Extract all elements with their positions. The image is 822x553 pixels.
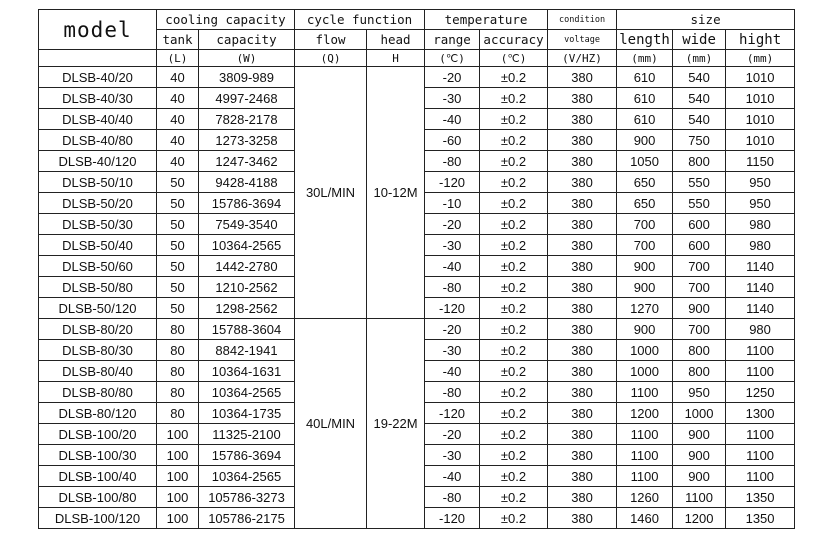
- range-cell: -80: [425, 151, 480, 172]
- wide-cell: 1200: [673, 508, 726, 529]
- voltage-cell: 380: [548, 109, 617, 130]
- tank-cell: 50: [157, 277, 199, 298]
- voltage-cell: 380: [548, 88, 617, 109]
- accuracy-cell: ±0.2: [480, 172, 548, 193]
- voltage-cell: 380: [548, 382, 617, 403]
- wide-cell: 900: [673, 424, 726, 445]
- capacity-cell: 10364-1631: [199, 361, 295, 382]
- range-cell: -120: [425, 298, 480, 319]
- tank-cell: 40: [157, 130, 199, 151]
- wide-cell: 900: [673, 466, 726, 487]
- wide-cell: 550: [673, 193, 726, 214]
- model-cell: DLSB-80/30: [39, 340, 157, 361]
- table-row: [39, 319, 795, 340]
- model-cell: DLSB-100/30: [39, 445, 157, 466]
- capacity-cell: 15786-3694: [199, 193, 295, 214]
- tank-cell: 80: [157, 361, 199, 382]
- capacity-cell: 7549-3540: [199, 214, 295, 235]
- voltage-cell: 380: [548, 424, 617, 445]
- capacity-unit: (W): [199, 50, 295, 67]
- capacity-cell: 7828-2178: [199, 109, 295, 130]
- range-cell: -80: [425, 382, 480, 403]
- tank-cell: 50: [157, 214, 199, 235]
- voltage-cell: 380: [548, 361, 617, 382]
- table-row: [39, 67, 795, 88]
- accuracy-cell: ±0.2: [480, 508, 548, 529]
- capacity-header: capacity: [199, 30, 295, 50]
- range-cell: -30: [425, 445, 480, 466]
- length-cell: 1460: [617, 508, 673, 529]
- temperature-header: temperature: [425, 10, 548, 30]
- flow-unit: (Q): [295, 50, 367, 67]
- voltage-cell: 380: [548, 277, 617, 298]
- head-cell: 19-22M: [367, 319, 425, 529]
- wide-cell: 700: [673, 256, 726, 277]
- accuracy-cell: ±0.2: [480, 130, 548, 151]
- capacity-cell: 1273-3258: [199, 130, 295, 151]
- model-cell: DLSB-50/80: [39, 277, 157, 298]
- length-cell: 1000: [617, 340, 673, 361]
- range-header: range: [425, 30, 480, 50]
- accuracy-cell: ±0.2: [480, 109, 548, 130]
- length-unit: (mm): [617, 50, 673, 67]
- spec-table: [38, 9, 795, 529]
- capacity-cell: 1442-2780: [199, 256, 295, 277]
- range-cell: -40: [425, 256, 480, 277]
- voltage-cell: 380: [548, 508, 617, 529]
- model-cell: DLSB-50/30: [39, 214, 157, 235]
- size-header: size: [617, 10, 795, 30]
- range-cell: -20: [425, 319, 480, 340]
- capacity-cell: 15788-3604: [199, 319, 295, 340]
- voltage-cell: 380: [548, 319, 617, 340]
- model-cell: DLSB-40/30: [39, 88, 157, 109]
- capacity-cell: 1210-2562: [199, 277, 295, 298]
- range-cell: -30: [425, 340, 480, 361]
- hight-cell: 1100: [726, 340, 795, 361]
- condition-header: condition: [548, 10, 617, 30]
- wide-cell: 900: [673, 445, 726, 466]
- accuracy-cell: ±0.2: [480, 424, 548, 445]
- hight-unit: (mm): [726, 50, 795, 67]
- hight-cell: 1100: [726, 361, 795, 382]
- voltage-cell: 380: [548, 298, 617, 319]
- range-cell: -20: [425, 424, 480, 445]
- voltage-cell: 380: [548, 151, 617, 172]
- accuracy-cell: ±0.2: [480, 487, 548, 508]
- wide-cell: 540: [673, 67, 726, 88]
- range-cell: -20: [425, 67, 480, 88]
- voltage-cell: 380: [548, 193, 617, 214]
- model-cell: DLSB-40/20: [39, 67, 157, 88]
- voltage-cell: 380: [548, 235, 617, 256]
- length-cell: 650: [617, 193, 673, 214]
- tank-cell: 100: [157, 508, 199, 529]
- tank-cell: 100: [157, 445, 199, 466]
- accuracy-cell: ±0.2: [480, 256, 548, 277]
- wide-cell: 800: [673, 151, 726, 172]
- wide-cell: 1100: [673, 487, 726, 508]
- range-cell: -120: [425, 172, 480, 193]
- range-cell: -80: [425, 277, 480, 298]
- accuracy-cell: ±0.2: [480, 340, 548, 361]
- range-cell: -60: [425, 130, 480, 151]
- accuracy-cell: ±0.2: [480, 235, 548, 256]
- voltage-cell: 380: [548, 256, 617, 277]
- length-cell: 610: [617, 67, 673, 88]
- length-cell: 1100: [617, 466, 673, 487]
- tank-cell: 50: [157, 172, 199, 193]
- wide-cell: 700: [673, 319, 726, 340]
- hight-cell: 1140: [726, 277, 795, 298]
- length-cell: 700: [617, 214, 673, 235]
- hight-cell: 950: [726, 172, 795, 193]
- tank-unit: (L): [157, 50, 199, 67]
- hight-cell: 980: [726, 214, 795, 235]
- accuracy-unit: (℃): [480, 50, 548, 67]
- voltage-cell: 380: [548, 67, 617, 88]
- accuracy-cell: ±0.2: [480, 382, 548, 403]
- wide-cell: 900: [673, 298, 726, 319]
- hight-cell: 1100: [726, 445, 795, 466]
- tank-header: tank: [157, 30, 199, 50]
- model-cell: DLSB-50/10: [39, 172, 157, 193]
- hight-cell: 1100: [726, 466, 795, 487]
- tank-cell: 40: [157, 88, 199, 109]
- hight-cell: 1350: [726, 508, 795, 529]
- model-cell: DLSB-100/120: [39, 508, 157, 529]
- table-body: [39, 67, 795, 529]
- wide-cell: 750: [673, 130, 726, 151]
- model-cell: DLSB-50/120: [39, 298, 157, 319]
- tank-cell: 40: [157, 151, 199, 172]
- range-cell: -120: [425, 403, 480, 424]
- accuracy-cell: ±0.2: [480, 277, 548, 298]
- tank-cell: 50: [157, 298, 199, 319]
- wide-cell: 700: [673, 277, 726, 298]
- voltage-cell: 380: [548, 487, 617, 508]
- wide-unit: (mm): [673, 50, 726, 67]
- tank-cell: 100: [157, 487, 199, 508]
- wide-cell: 600: [673, 235, 726, 256]
- range-cell: -10: [425, 193, 480, 214]
- accuracy-cell: ±0.2: [480, 67, 548, 88]
- tank-cell: 40: [157, 67, 199, 88]
- hight-header: hight: [726, 30, 795, 50]
- model-cell: DLSB-50/60: [39, 256, 157, 277]
- tank-cell: 100: [157, 424, 199, 445]
- tank-cell: 50: [157, 235, 199, 256]
- accuracy-cell: ±0.2: [480, 298, 548, 319]
- length-cell: 1100: [617, 424, 673, 445]
- capacity-cell: 10364-2565: [199, 466, 295, 487]
- capacity-cell: 3809-989: [199, 67, 295, 88]
- voltage-unit: (V/HZ): [548, 50, 617, 67]
- blank-unit-cell: [39, 50, 157, 67]
- cooling-capacity-header: cooling capacity: [157, 10, 295, 30]
- table-header: [39, 10, 795, 67]
- model-cell: DLSB-40/80: [39, 130, 157, 151]
- capacity-cell: 1298-2562: [199, 298, 295, 319]
- range-cell: -30: [425, 88, 480, 109]
- wide-header: wide: [673, 30, 726, 50]
- accuracy-cell: ±0.2: [480, 214, 548, 235]
- model-cell: DLSB-100/80: [39, 487, 157, 508]
- model-cell: DLSB-50/40: [39, 235, 157, 256]
- wide-cell: 540: [673, 88, 726, 109]
- length-cell: 1270: [617, 298, 673, 319]
- range-cell: -120: [425, 508, 480, 529]
- voltage-cell: 380: [548, 403, 617, 424]
- length-cell: 1000: [617, 361, 673, 382]
- capacity-cell: 8842-1941: [199, 340, 295, 361]
- wide-cell: 550: [673, 172, 726, 193]
- length-cell: 700: [617, 235, 673, 256]
- length-header: length: [617, 30, 673, 50]
- range-cell: -80: [425, 487, 480, 508]
- hight-cell: 1010: [726, 88, 795, 109]
- capacity-cell: 105786-2175: [199, 508, 295, 529]
- model-cell: DLSB-80/40: [39, 361, 157, 382]
- capacity-cell: 10364-1735: [199, 403, 295, 424]
- range-cell: -40: [425, 361, 480, 382]
- accuracy-cell: ±0.2: [480, 88, 548, 109]
- capacity-cell: 11325-2100: [199, 424, 295, 445]
- accuracy-cell: ±0.2: [480, 151, 548, 172]
- range-cell: -20: [425, 214, 480, 235]
- wide-cell: 950: [673, 382, 726, 403]
- tank-cell: 50: [157, 256, 199, 277]
- wide-cell: 800: [673, 340, 726, 361]
- length-cell: 900: [617, 130, 673, 151]
- tank-cell: 80: [157, 319, 199, 340]
- tank-cell: 50: [157, 193, 199, 214]
- length-cell: 1100: [617, 445, 673, 466]
- capacity-cell: 105786-3273: [199, 487, 295, 508]
- model-cell: DLSB-40/120: [39, 151, 157, 172]
- length-cell: 900: [617, 319, 673, 340]
- capacity-cell: 15786-3694: [199, 445, 295, 466]
- model-cell: DLSB-100/40: [39, 466, 157, 487]
- flow-header: flow: [295, 30, 367, 50]
- voltage-cell: 380: [548, 214, 617, 235]
- voltage-cell: 380: [548, 466, 617, 487]
- flow-cell: 30L/MIN: [295, 67, 367, 319]
- tank-cell: 80: [157, 403, 199, 424]
- length-cell: 650: [617, 172, 673, 193]
- hight-cell: 980: [726, 319, 795, 340]
- length-cell: 1050: [617, 151, 673, 172]
- hight-cell: 1250: [726, 382, 795, 403]
- hight-cell: 1010: [726, 109, 795, 130]
- capacity-cell: 10364-2565: [199, 382, 295, 403]
- cycle-function-header: cycle function: [295, 10, 425, 30]
- hight-cell: 950: [726, 193, 795, 214]
- capacity-cell: 10364-2565: [199, 235, 295, 256]
- voltage-cell: 380: [548, 172, 617, 193]
- model-cell: DLSB-80/20: [39, 319, 157, 340]
- wide-cell: 600: [673, 214, 726, 235]
- hight-cell: 1350: [726, 487, 795, 508]
- length-cell: 610: [617, 88, 673, 109]
- voltage-cell: 380: [548, 340, 617, 361]
- range-cell: -40: [425, 466, 480, 487]
- length-cell: 900: [617, 256, 673, 277]
- length-cell: 1100: [617, 382, 673, 403]
- head-cell: 10-12M: [367, 67, 425, 319]
- tank-cell: 100: [157, 466, 199, 487]
- accuracy-header: accuracy: [480, 30, 548, 50]
- wide-cell: 800: [673, 361, 726, 382]
- accuracy-cell: ±0.2: [480, 466, 548, 487]
- wide-cell: 1000: [673, 403, 726, 424]
- hight-cell: 1140: [726, 256, 795, 277]
- hight-cell: 1010: [726, 130, 795, 151]
- length-cell: 610: [617, 109, 673, 130]
- voltage-cell: 380: [548, 445, 617, 466]
- model-header: model: [39, 10, 157, 50]
- model-cell: DLSB-40/40: [39, 109, 157, 130]
- flow-cell: 40L/MIN: [295, 319, 367, 529]
- voltage-header: voltage: [548, 30, 617, 50]
- hight-cell: 1100: [726, 424, 795, 445]
- length-cell: 1200: [617, 403, 673, 424]
- tank-cell: 80: [157, 382, 199, 403]
- length-cell: 900: [617, 277, 673, 298]
- range-unit: (℃): [425, 50, 480, 67]
- voltage-cell: 380: [548, 130, 617, 151]
- model-cell: DLSB-100/20: [39, 424, 157, 445]
- head-header: head: [367, 30, 425, 50]
- model-cell: DLSB-80/80: [39, 382, 157, 403]
- capacity-cell: 9428-4188: [199, 172, 295, 193]
- hight-cell: 1140: [726, 298, 795, 319]
- hight-cell: 1150: [726, 151, 795, 172]
- accuracy-cell: ±0.2: [480, 319, 548, 340]
- wide-cell: 540: [673, 109, 726, 130]
- length-cell: 1260: [617, 487, 673, 508]
- model-cell: DLSB-50/20: [39, 193, 157, 214]
- range-cell: -30: [425, 235, 480, 256]
- accuracy-cell: ±0.2: [480, 193, 548, 214]
- accuracy-cell: ±0.2: [480, 361, 548, 382]
- accuracy-cell: ±0.2: [480, 403, 548, 424]
- capacity-cell: 4997-2468: [199, 88, 295, 109]
- capacity-cell: 1247-3462: [199, 151, 295, 172]
- hight-cell: 1010: [726, 67, 795, 88]
- tank-cell: 40: [157, 109, 199, 130]
- model-cell: DLSB-80/120: [39, 403, 157, 424]
- tank-cell: 80: [157, 340, 199, 361]
- hight-cell: 1300: [726, 403, 795, 424]
- range-cell: -40: [425, 109, 480, 130]
- head-unit: H: [367, 50, 425, 67]
- accuracy-cell: ±0.2: [480, 445, 548, 466]
- hight-cell: 980: [726, 235, 795, 256]
